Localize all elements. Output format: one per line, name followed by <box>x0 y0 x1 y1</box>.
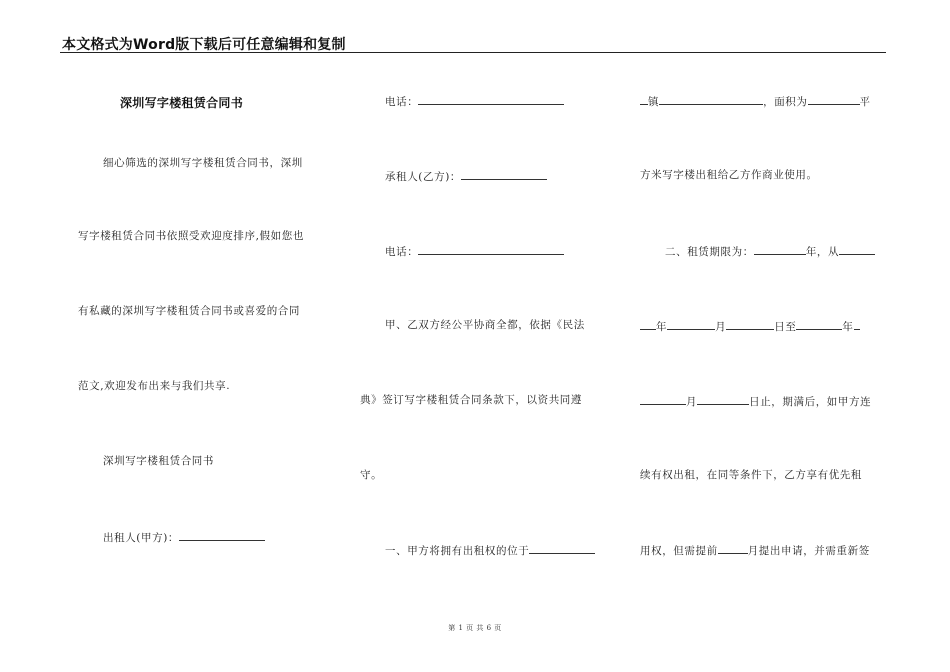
document-title: 深圳写字楼租赁合同书 <box>120 96 244 110</box>
blank-field <box>640 319 656 330</box>
clause-text: 月 <box>715 321 727 333</box>
blank-field <box>418 244 564 255</box>
paragraph-line: 细心筛选的深圳写字楼租赁合同书，深圳 <box>103 157 303 169</box>
clause-line <box>640 319 860 333</box>
blank-field <box>718 543 748 554</box>
clause-line <box>665 244 875 258</box>
paragraph-line: 方米写字楼出租给乙方作商业使用。 <box>640 169 818 181</box>
paragraph-line: 有私藏的深圳写字楼租赁合同书或喜爱的合同 <box>78 305 300 317</box>
clause-text: 年 <box>842 321 854 333</box>
blank-field <box>839 244 875 255</box>
paragraph-line: 甲、乙双方经公平协商全都，依据《民法 <box>385 319 585 331</box>
blank-field <box>461 169 547 180</box>
blank-field <box>667 319 715 330</box>
clause-text: 日止，期满后，如甲方连 <box>749 396 872 408</box>
blank-field <box>808 94 860 105</box>
clause-text: 日至 <box>774 321 797 333</box>
clause-line <box>640 94 871 108</box>
page-footer: 第 1 页 共 6 页 <box>448 624 502 632</box>
blank-field <box>697 394 749 405</box>
blank-field <box>659 94 763 105</box>
lessee-line <box>385 169 547 183</box>
blank-field <box>179 530 265 541</box>
clause-text: 镇 <box>648 96 660 108</box>
phone-line <box>385 244 564 258</box>
blank-field <box>640 394 686 405</box>
lessor-label: 出租人(甲方)： <box>103 532 179 544</box>
phone-line <box>385 94 564 108</box>
clause-text: 平 <box>859 96 871 108</box>
paragraph-line: 写字楼租赁合同书依照受欢迎度排序,假如您也 <box>78 230 304 242</box>
blank-field <box>726 319 774 330</box>
clause-text: 年，从 <box>805 246 840 258</box>
header-divider <box>60 52 886 53</box>
clause-line <box>640 543 870 557</box>
blank-field <box>418 94 564 105</box>
clause-text: 年 <box>656 321 668 333</box>
lessor-line <box>103 530 265 544</box>
clause-text: 月 <box>686 396 698 408</box>
phone-label: 电话： <box>385 96 419 108</box>
clause-text: 一、甲方将拥有出租权的位于 <box>385 545 530 557</box>
paragraph-line: 范文,欢迎发布出来与我们共享. <box>78 380 231 392</box>
paragraph-line: 典》签订写字楼租赁合同条款下，以资共同遵 <box>360 394 582 406</box>
clause-text: 用权，但需提前 <box>640 545 718 557</box>
blank-field <box>529 543 595 554</box>
page-header: 本文格式为Word版下载后可任意编辑和复制 <box>62 37 346 53</box>
paragraph-line: 续有权出租，在同等条件下，乙方享有优先租 <box>640 469 862 481</box>
section-heading: 深圳写字楼租赁合同书 <box>103 455 214 467</box>
blank-field <box>640 94 648 105</box>
clause-line <box>640 394 871 408</box>
blank-field <box>854 319 860 330</box>
phone-label: 电话： <box>385 246 419 258</box>
paragraph-line: 守。 <box>360 469 383 481</box>
clause-line <box>385 543 595 557</box>
clause-text: 二、租赁期限为： <box>665 246 754 258</box>
blank-field <box>796 319 842 330</box>
lessee-label: 承租人(乙方)： <box>385 171 461 183</box>
clause-text: 月提出申请，并需重新签 <box>747 545 870 557</box>
blank-field <box>754 244 806 255</box>
clause-text: ，面积为 <box>763 96 808 108</box>
